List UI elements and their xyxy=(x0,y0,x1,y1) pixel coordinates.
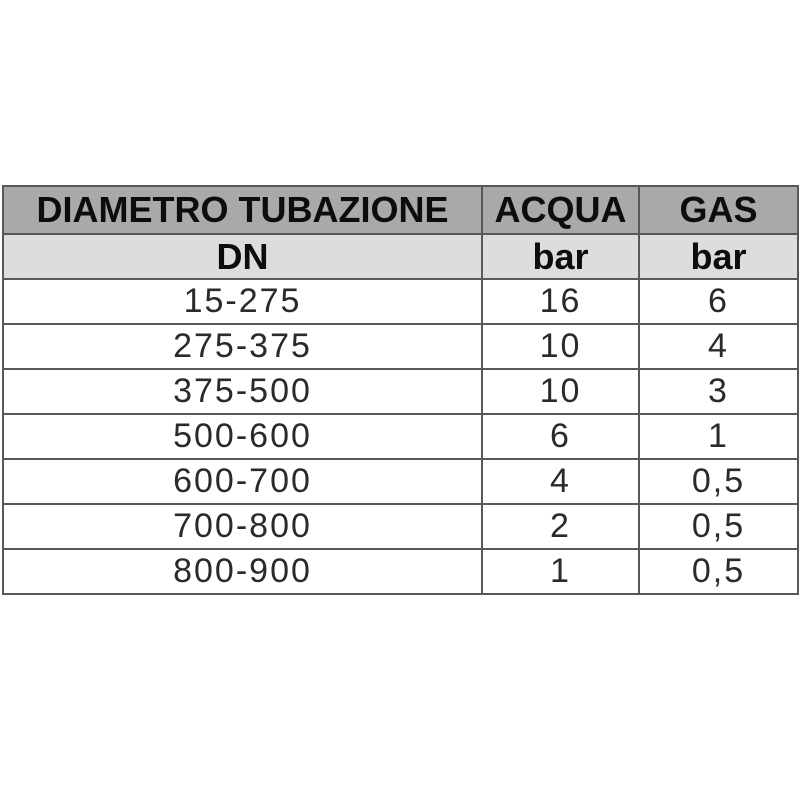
cell-acqua-bar: 16 xyxy=(482,279,639,324)
cell-gas-bar: 0,5 xyxy=(639,504,798,549)
cell-dn-range: 375-500 xyxy=(3,369,482,414)
table-row xyxy=(3,279,798,324)
table-row xyxy=(3,324,798,369)
cell-acqua-bar: 2 xyxy=(482,504,639,549)
cell-acqua-bar: 1 xyxy=(482,549,639,594)
subheader-cell-acqua-unit: bar xyxy=(482,234,639,279)
table-row xyxy=(3,504,798,549)
cell-gas-bar: 0,5 xyxy=(639,459,798,504)
table-row xyxy=(3,459,798,504)
cell-acqua-bar: 6 xyxy=(482,414,639,459)
table-row xyxy=(3,414,798,459)
cell-dn-range: 800-900 xyxy=(3,549,482,594)
cell-dn-range: 700-800 xyxy=(3,504,482,549)
table-subheader-row xyxy=(3,234,798,279)
cell-dn-range: 600-700 xyxy=(3,459,482,504)
header-cell-acqua: ACQUA xyxy=(482,186,639,234)
cell-gas-bar: 1 xyxy=(639,414,798,459)
table-row xyxy=(3,369,798,414)
table-header-row xyxy=(3,186,798,234)
pressure-rating-table xyxy=(2,185,799,595)
cell-dn-range: 500-600 xyxy=(3,414,482,459)
subheader-cell-gas-unit: bar xyxy=(639,234,798,279)
cell-gas-bar: 6 xyxy=(639,279,798,324)
cell-gas-bar: 3 xyxy=(639,369,798,414)
cell-acqua-bar: 10 xyxy=(482,324,639,369)
header-cell-diametro-tubazione: DIAMETRO TUBAZIONE xyxy=(3,186,482,234)
subheader-cell-dn: DN xyxy=(3,234,482,279)
header-cell-gas: GAS xyxy=(639,186,798,234)
cell-gas-bar: 0,5 xyxy=(639,549,798,594)
table-row xyxy=(3,549,798,594)
cell-acqua-bar: 4 xyxy=(482,459,639,504)
cell-dn-range: 275-375 xyxy=(3,324,482,369)
cell-gas-bar: 4 xyxy=(639,324,798,369)
cell-acqua-bar: 10 xyxy=(482,369,639,414)
cell-dn-range: 15-275 xyxy=(3,279,482,324)
